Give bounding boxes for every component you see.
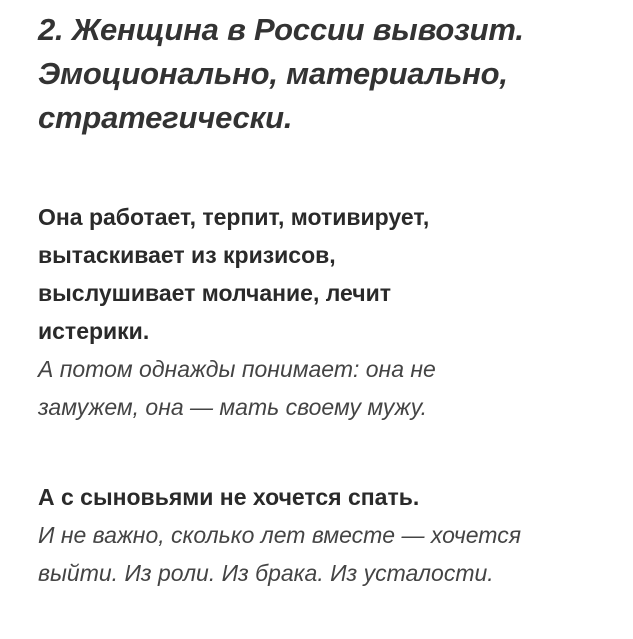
bold-text-line: истерики.	[38, 318, 150, 344]
bold-text-line: Она работает, терпит, мотивирует,	[38, 204, 430, 230]
section-heading	[38, 8, 607, 140]
bold-text-line: А с сыновьями не хочется спать.	[38, 484, 420, 510]
paragraph-2	[38, 478, 607, 592]
italic-text-line: замужем, она — мать своему мужу.	[38, 394, 428, 420]
heading-line: Эмоционально, материально,	[38, 56, 508, 91]
italic-text-line: И не важно, сколько лет вместе — хочется	[38, 522, 521, 548]
heading-line: стратегически.	[38, 100, 293, 135]
italic-text-line: А потом однажды понимает: она не	[38, 356, 436, 382]
italic-text-line: выйти. Из роли. Из брака. Из усталости.	[38, 560, 494, 586]
bold-text-line: выслушивает молчание, лечит	[38, 280, 392, 306]
bold-text-line: вытаскивает из кризисов,	[38, 242, 336, 268]
paragraph-1	[38, 198, 607, 426]
heading-line: 2. Женщина в России вывозит.	[38, 12, 524, 47]
